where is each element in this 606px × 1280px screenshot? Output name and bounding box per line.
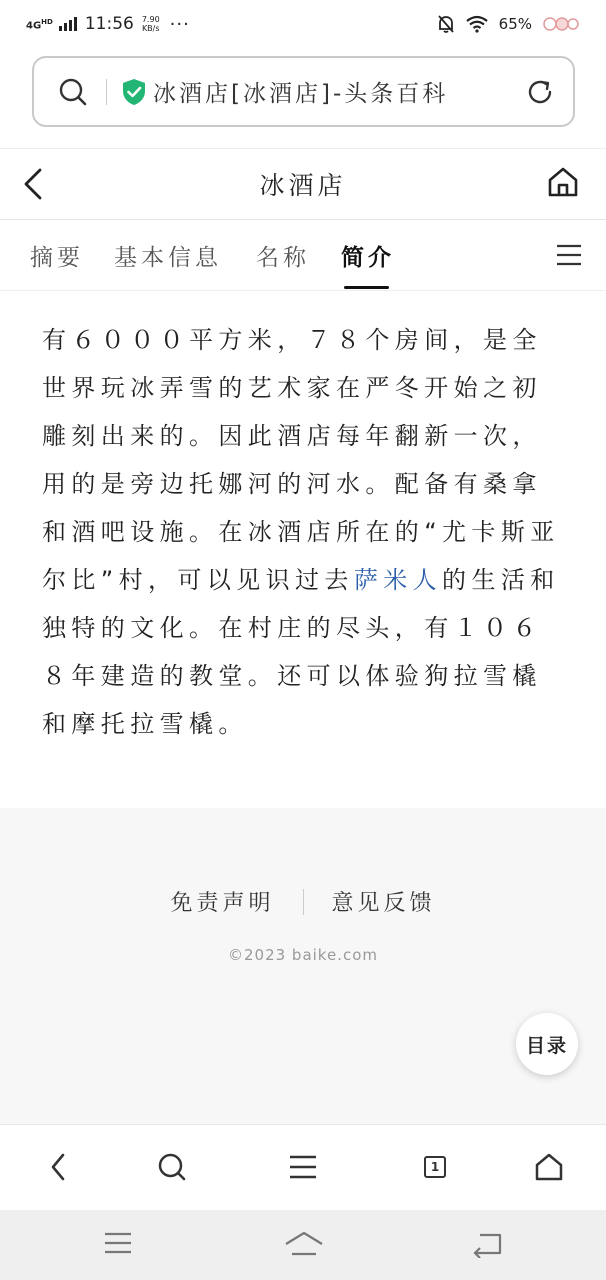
home-icon	[534, 1152, 564, 1182]
search-icon[interactable]	[58, 77, 88, 107]
net-speed: 7.90 KB/s	[141, 15, 160, 33]
system-navigation-bar	[0, 1210, 606, 1280]
tab-basic-info[interactable]: 基本信息	[114, 245, 222, 271]
table-of-contents-button[interactable]: 目录	[516, 1013, 578, 1075]
sami-people-link[interactable]: 萨米人	[353, 566, 443, 594]
home-nav-icon[interactable]	[283, 1230, 325, 1258]
toolbar-tabs-button[interactable]	[419, 1151, 451, 1183]
tab-intro[interactable]: 简介	[341, 245, 395, 271]
security-shield-icon	[121, 78, 147, 106]
back-nav-icon[interactable]	[472, 1230, 504, 1258]
page-footer	[0, 808, 606, 1124]
wifi-icon	[465, 15, 489, 33]
disclaimer-link[interactable]: 免责声明	[170, 891, 275, 916]
more-notifications: ···	[169, 13, 190, 35]
url-text[interactable]: 冰酒店[冰酒店]-头条百科	[153, 81, 449, 107]
active-tab-indicator	[344, 286, 389, 289]
tab-count: 1	[424, 1156, 446, 1178]
clock: 11:56	[84, 14, 134, 34]
feedback-link[interactable]: 意见反馈	[331, 891, 436, 916]
battery-percent: 65%	[498, 15, 532, 33]
copyright: ©2023 baike.com	[227, 946, 378, 964]
status-bar	[0, 0, 606, 48]
page-title: 冰酒店	[259, 171, 347, 200]
toolbar-search-button[interactable]	[156, 1151, 188, 1183]
menu-icon	[289, 1154, 317, 1180]
article-text-continued: 的生活和独特的文化。在村庄的尽头，有１０６８年建造的教堂。还可以体验狗拉雪橇和摩托拉雪橇。	[42, 566, 560, 738]
address-bar[interactable]	[32, 56, 575, 127]
tab-summary[interactable]: 摘要	[30, 245, 84, 271]
divider	[106, 79, 107, 105]
tab-name[interactable]: 名称	[256, 245, 310, 271]
home-icon[interactable]	[546, 165, 580, 199]
network-indicator: $4G^{HD}$	[26, 17, 53, 32]
recent-apps-icon[interactable]	[103, 1230, 133, 1256]
back-arrow-icon[interactable]	[20, 167, 48, 201]
chevron-left-icon	[48, 1152, 68, 1182]
section-tabs	[0, 221, 606, 291]
article-body	[42, 316, 568, 748]
hamburger-menu-icon[interactable]	[556, 243, 582, 267]
search-icon	[157, 1152, 187, 1182]
toolbar-back-button[interactable]	[42, 1151, 74, 1183]
page-header	[0, 148, 606, 220]
reload-icon[interactable]	[525, 77, 555, 107]
article-text: 有６０００平方米，７８个房间，是全世界玩冰弄雪的艺术家在严冬开始之初雕刻出来的。因此酒店每年翻新一次，用的是旁边托娜河的河水。配备有桑拿和酒吧设施。在冰酒店所在的“尤卡斯亚尔比”村，可以见识过去	[42, 326, 560, 594]
browser-toolbar	[0, 1124, 606, 1210]
battery-icon	[542, 16, 580, 32]
toolbar-home-button[interactable]	[533, 1151, 565, 1183]
signal-icon	[59, 17, 77, 31]
mute-bell-icon	[437, 14, 455, 34]
footer-divider	[303, 889, 304, 915]
toolbar-menu-button[interactable]	[287, 1151, 319, 1183]
